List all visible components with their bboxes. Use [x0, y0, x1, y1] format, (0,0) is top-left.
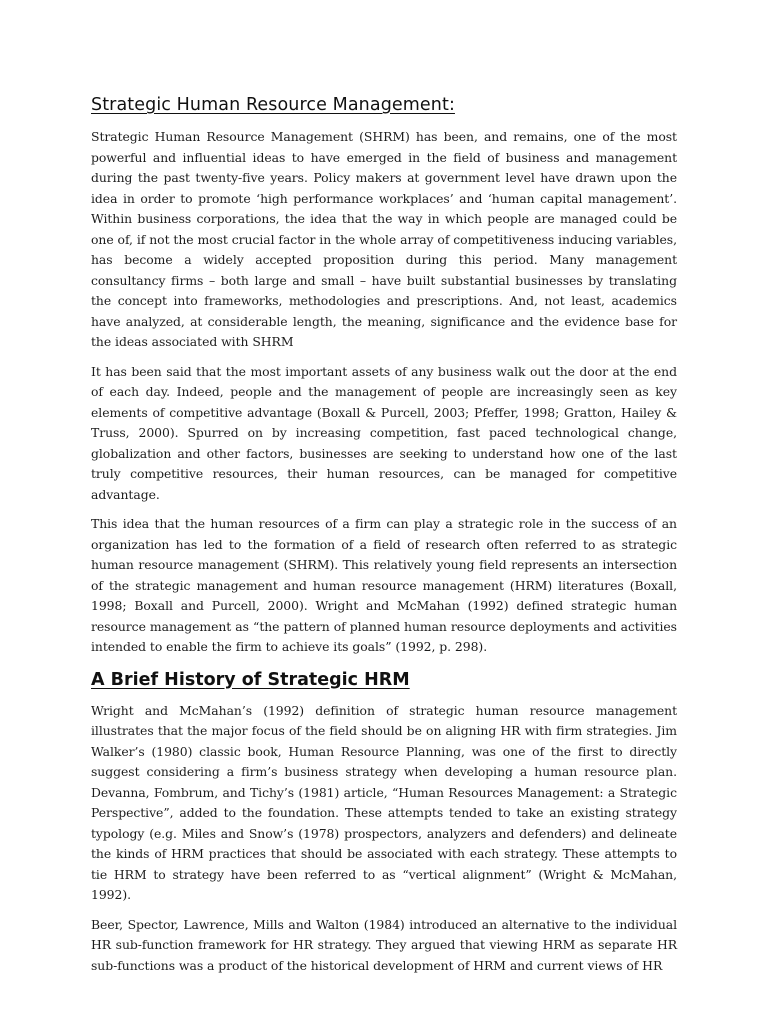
paragraph-beer-spector: Beer, Spector, Lawrence, Mills and Walton (1984) introduced an alternative to the individual HR sub-function framework for HR strategy. They argued that viewing HRM as separate HR sub-functions was a product of the historical development of HRM and current views of HR: [91, 916, 677, 973]
paragraph-important-assets: It has been said that the most important assets of any business walk out the door at the end of each day. Indeed, people and the management of people are increasingly seen as key elements of competitive advantage (Boxall & Purcell, 2003; Pfeffer, 1998; Gratton, Hailey & Truss, 2000). Spurred on by increasing competition, fast paced technological change, globalization and other factors, businesses are seeking to understand how one of the last truly competitive resources, their human resources, can be managed for competitive advantage.: [91, 363, 677, 502]
document-title: Strategic Human Resource Management:: [91, 95, 455, 115]
paragraph-strategic-role: This idea that the human resources of a firm can play a strategic role in the success of an organization has led to the formation of a field of research often referred to as strategic human resource management (SHRM). This relatively young field represents an intersection of the strategic management and human resource management (HRM) literatures (Boxall, 1998; Boxall and Purcell, 2000). Wright and McMahan (1992) defined strategic human resource management as “the pattern of planned human resource deployments and activities intended to enable the firm to achieve its goals” (1992, p. 298).: [91, 516, 677, 654]
document-page: [91, 92, 677, 985]
paragraph-wright-mcmahan: Wright and McMahan’s (1992) definition of strategic human resource management illustrates that the major focus of the field should be on aligning HR with firm strategies. Jim Walker’s (1980) classic book, Human Resource Planning, was one of the first to directly suggest considering a firm’s business strategy when developing a human resource plan. Devanna, Fombrum, and Tichy’s (1981) article, “Human Resources Management: a Strategic Perspective”, added to the foundation. These attempts tended to take an existing strategy typology (e.g. Miles and Snow’s (1978) prospectors, analyzers and defenders) and delineate the kinds of HRM practices that should be associated with each strategy. These attempts to tie HRM to strategy have been referred to as “vertical alignment” (Wright & McMahan, 1992).: [91, 702, 677, 902]
section-heading-history: A Brief History of Strategic HRM: [91, 669, 410, 690]
paragraph-shrm-intro: Strategic Human Resource Management (SHRM) has been, and remains, one of the most powerful and influential ideas to have emerged in the field of business and management during the past twenty-five years. Policy makers at government level have drawn upon the idea in order to promote ‘high performance workplaces’ and ‘human capital management’. Within business corporations, the idea that the way in which people are managed could be one of, if not the most crucial factor in the whole array of competitiveness inducing variables, has become a widely accepted proposition during this period. Many management consultancy firms – both large and small – have built substantial businesses by translating the concept into frameworks, methodologies and prescriptions. And, not least, academics have analyzed, at considerable length, the meaning, significance and the evidence base for the ideas associated with SHRM: [91, 129, 677, 349]
